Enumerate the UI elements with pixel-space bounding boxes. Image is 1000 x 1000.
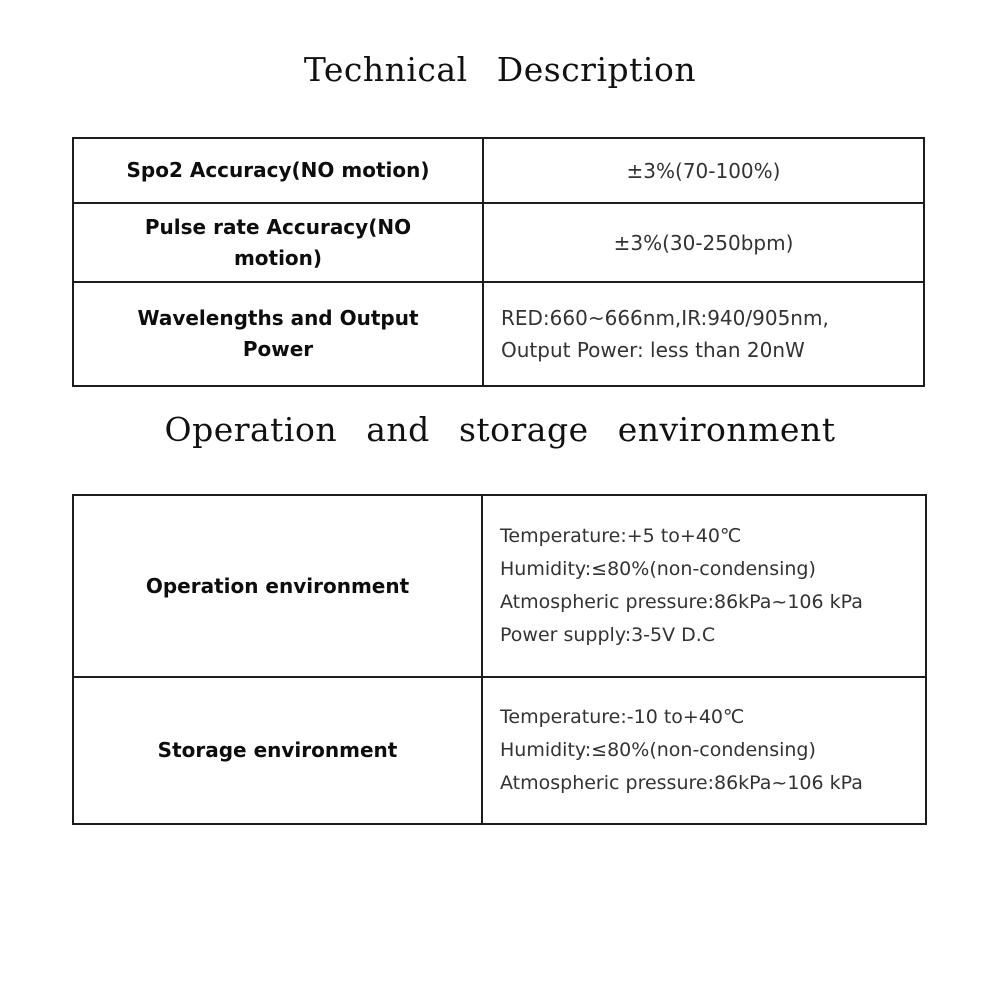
- table-row: [73, 203, 924, 282]
- cell-line: Atmospheric pressure:86kPa~106 kPa: [500, 772, 863, 794]
- cell-line: Wavelengths and Output: [137, 306, 419, 330]
- spec-label-pulse-rate-accuracy: [73, 203, 483, 282]
- cell-line: ±3%(70-100%): [626, 158, 781, 183]
- cell-line: Atmospheric pressure:86kPa~106 kPa: [500, 591, 863, 613]
- cell-line: Temperature:+5 to+40℃: [500, 525, 742, 547]
- spec-value-pulse-rate-accuracy: [483, 203, 924, 282]
- spec-label-wavelengths: [73, 282, 483, 386]
- table-row: [73, 138, 924, 203]
- technical-description-table: [72, 137, 925, 387]
- section1-title: Technical Description: [303, 50, 697, 89]
- section2-title: Operation and storage environment: [164, 410, 836, 449]
- cell-line: RED:660~666nm,IR:940/905nm,: [501, 306, 829, 330]
- spec-label-spo2-accuracy: [73, 138, 483, 203]
- cell-line: Storage environment: [157, 738, 398, 762]
- cell-line: Humidity:≤80%(non-condensing): [500, 739, 816, 761]
- cell-line: Pulse rate Accuracy(NO: [144, 214, 412, 239]
- table-row: [73, 677, 926, 824]
- spec-label-operation-environment: [73, 495, 482, 677]
- cell-line: Power: [242, 337, 314, 361]
- cell-line: Temperature:-10 to+40℃: [500, 706, 745, 728]
- cell-line: Power supply:3-5V D.C: [500, 624, 716, 646]
- cell-line: Spo2 Accuracy(NO motion): [126, 158, 430, 182]
- table-row: [73, 282, 924, 386]
- cell-line: ±3%(30-250bpm): [613, 230, 794, 255]
- spec-value-storage-environment: [482, 677, 926, 824]
- spec-label-storage-environment: [73, 677, 482, 824]
- spec-value-spo2-accuracy: [483, 138, 924, 203]
- table-row: [73, 495, 926, 677]
- cell-line: Humidity:≤80%(non-condensing): [500, 558, 816, 580]
- cell-line: Operation environment: [145, 573, 410, 598]
- cell-line: Output Power: less than 20nW: [501, 338, 805, 362]
- environment-table: [72, 494, 927, 825]
- cell-line: motion): [233, 245, 323, 270]
- spec-value-operation-environment: [482, 495, 926, 677]
- spec-value-wavelengths: [483, 282, 924, 386]
